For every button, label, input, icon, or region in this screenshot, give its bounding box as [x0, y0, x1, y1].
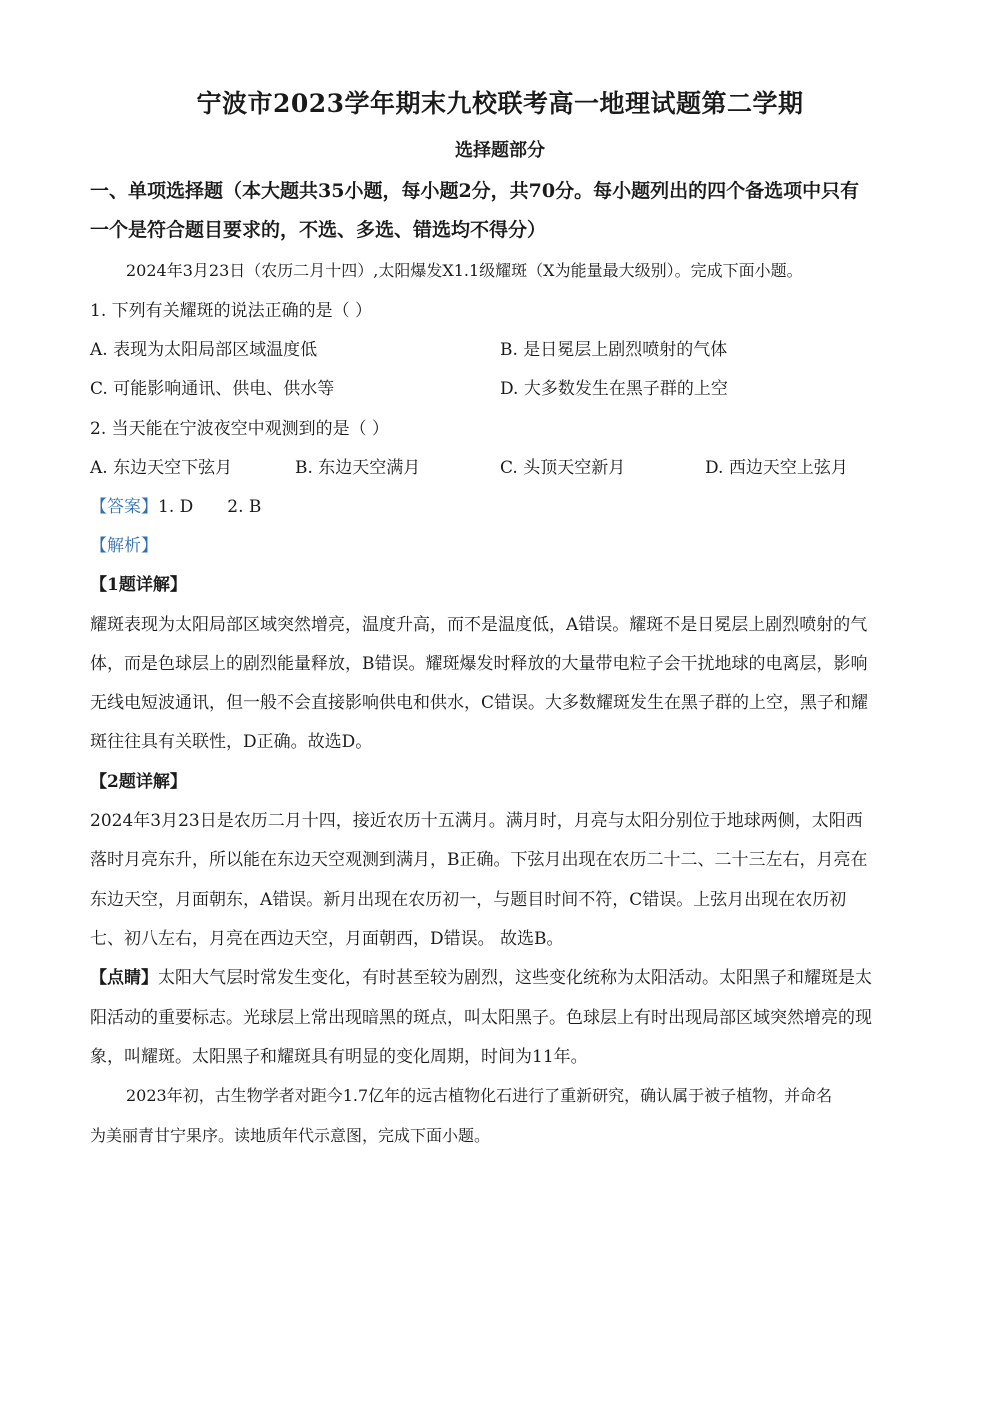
section-subtitle: 选择题部分	[455, 140, 545, 161]
intro-paragraph-2-line1: 2023年初，古生物学者对距今1.7亿年的远古植物化石进行了重新研究，确认属于被子植物，并命名	[126, 1086, 833, 1105]
dianjing-line-1	[90, 963, 872, 988]
analysis-tag: 【解析】	[90, 536, 158, 556]
question-1-stem: 1. 下列有关耀斑的说法正确的是（ ）	[90, 301, 373, 321]
detail-1-line: 无线电短波通讯，但一般不会直接影响供电和供水，C错误。大多数耀斑发生在黑子群的上空，黑子和耀	[90, 693, 869, 713]
detail-2-line: 2024年3月23日是农历二月十四，接近农历十五满月。满月时，月亮与太阳分别位于地球两侧，太阳西	[90, 811, 863, 831]
dianjing-line: 象，叫耀斑。太阳黑子和耀斑具有明显的变化周期，时间为11年。	[90, 1047, 588, 1067]
question-1-option-c: C. 可能影响通讯、供电、供水等	[90, 379, 335, 399]
section-header-line2: 一个是符合题目要求的，不选、多选、错选均不得分）	[90, 219, 547, 241]
section-header-line1: 一、单项选择题（本大题共35小题，每小题2分，共70分。每小题列出的四个备选项中只有	[90, 180, 860, 202]
question-2-option-c: C. 头顶天空新月	[500, 458, 626, 478]
question-1-option-b: B. 是日冕层上剧烈喷射的气体	[500, 340, 728, 360]
answer-tag: 【答案】	[90, 497, 158, 517]
dianjing-line: 阳活动的重要标志。光球层上常出现暗黑的斑点，叫太阳黑子。色球层上有时出现局部区域突然增亮的现	[90, 1008, 872, 1028]
intro-paragraph-2-line2: 为美丽青甘宁果序。读地质年代示意图，完成下面小题。	[90, 1126, 491, 1145]
detail-2-heading: 【2题详解】	[90, 772, 187, 792]
question-2-stem: 2. 当天能在宁波夜空中观测到的是（ ）	[90, 419, 390, 439]
answer-2: 2. B	[227, 497, 262, 517]
answer-line	[90, 492, 261, 517]
question-2-option-a: A. 东边天空下弦月	[90, 458, 233, 478]
question-1-option-a: A. 表现为太阳局部区域温度低	[90, 340, 318, 360]
question-2-option-b: B. 东边天空满月	[295, 458, 421, 478]
detail-1-line: 斑往往具有关联性，D正确。故选D。	[90, 732, 373, 752]
detail-1-line: 耀斑表现为太阳局部区域突然增亮，温度升高，而不是温度低，A错误。耀斑不是日冕层上剧烈喷射的气	[90, 615, 868, 635]
answer-1: 1. D	[158, 497, 194, 517]
question-2-option-d: D. 西边天空上弦月	[705, 458, 848, 478]
detail-1-line: 体，而是色球层上的剧烈能量释放，B错误。耀斑爆发时释放的大量带电粒子会干扰地球的电离层，影响	[90, 654, 868, 674]
detail-2-line: 东边天空，月面朝东，A错误。新月出现在农历初一，与题目时间不符，C错误。上弦月出现在农历初	[90, 890, 847, 910]
page-title: 宁波市2023学年期末九校联考高一地理试题第二学期	[196, 89, 804, 118]
detail-2-line: 七、初八左右，月亮在西边天空，月面朝西，D错误。 故选B。	[90, 929, 564, 949]
detail-1-heading: 【1题详解】	[90, 575, 187, 595]
question-1-option-d: D. 大多数发生在黑子群的上空	[500, 379, 728, 399]
detail-2-line: 落时月亮东升，所以能在东边天空观测到满月，B正确。下弦月出现在农历二十二、二十三左右，月亮在	[90, 850, 868, 870]
intro-paragraph-1: 2024年3月23日（农历二月十四）,太阳爆发X1.1级耀斑（X为能量最大级别）。完成下面小题。	[126, 261, 803, 280]
dianjing-text: 太阳大气层时常发生变化，有时甚至较为剧烈，这些变化统称为太阳活动。太阳黑子和耀斑是太	[158, 968, 872, 988]
dianjing-tag: 【点睛】	[90, 968, 158, 988]
